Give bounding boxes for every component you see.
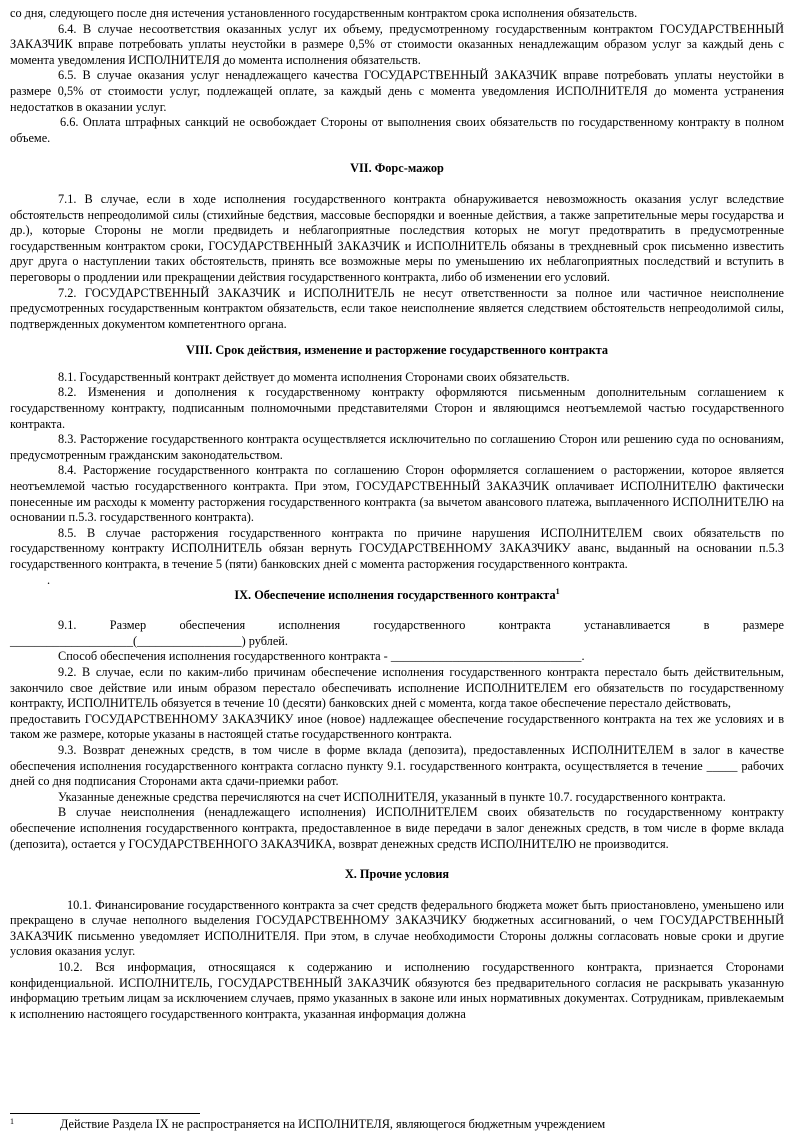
section-9-heading-text: IX. Обеспечение исполнения государственного контракта [234, 587, 556, 602]
paragraph-10-2: 10.2. Вся информация, относящаяся к содержанию и исполнению государственного контракта, признается Сторонами конфиденциальной. ИСПОЛНИТЕЛЬ, ГОСУДАРСТВЕННЫЙ ЗАКАЗЧИК обязуются без предварительного согласия не раскрывать указанную информацию третьим лицам за исключением случаев, прямо указанных в законе или иных нормативных документах. Сотрудникам, привлекаемым к исполнению настоящего государственного контракта, указанная информация должна [10, 960, 784, 1021]
paragraph-9-default: В случае неисполнения (ненадлежащего исполнения) ИСПОЛНИТЕЛЕМ своих обязательств по государственному контракту обеспечение исполнения государственного контракта, предоставленное в виде передачи в залог денежных средств, в том числе в форме вклада (депозита), остается у ГОСУДАРСТВЕННОГО ЗАКАЗЧИКА, возврат денежных средств ИСПОЛНИТЕЛЮ не производится. [10, 805, 784, 851]
paragraph-7-2: 7.2. ГОСУДАРСТВЕННЫЙ ЗАКАЗЧИК и ИСПОЛНИТЕЛЬ не несут ответственности за полное или частичное неисполнение предусмотренных государственным контрактом обязательств, если такое неисполнение является следствием обстоятельств непреодолимой силы, подтвержденных документом компетентного органа. [10, 285, 784, 331]
document-page [10, 6, 784, 1022]
p91-word: государственного [373, 618, 466, 633]
p91-word: контракта [498, 618, 551, 633]
paragraph-9-transfer: Указанные денежные средства перечисляются на счет ИСПОЛНИТЕЛЯ, указанный в пункте 10.7. государственного контракта. [58, 789, 726, 804]
p91-word: исполнения [278, 618, 341, 633]
paragraph-10-1: 10.1. Финансирование государственного контракта за счет средств федерального бюджета может быть приостановлено, уменьшено или прекращено в случае неполного выделения ГОСУДАРСТВЕННОМУ ЗАКАЗЧИКУ бюджетных ассигнований, о чем ГОСУДАРСТВЕННЫЙ ЗАКАЗЧИК письменно уведомляет ИСПОЛНИТЕЛЯ. При этом, в случае необходимости Стороны должны согласовать новые сроки и другие условия оказания услуг. [10, 897, 784, 959]
paragraph-8-5: 8.5. В случае расторжения государственного контракта по причине нарушения ИСПОЛНИТЕЛЕМ своих обязательств по государственному контракту ИСПОЛНИТЕЛЬ обязан вернуть ГОСУДАРСТВЕННОМУ ЗАКАЗЧИКУ аванс, выданный на основании п.5.3 государственного контракта, в течение 5 (пяти) банковских дней с момента расторжения государственного контракта. [10, 525, 784, 571]
footnote-reference: 1 [555, 586, 560, 596]
paragraph-9-1-amount: ____________________(_________________) рублей. [10, 633, 288, 648]
footnote-separator [10, 1113, 200, 1114]
p91-word: 9.1. [58, 618, 77, 633]
paragraph-9-3: 9.3. Возврат денежных средств, в том числе в форме вклада (депозита), предоставленных ИСПОЛНИТЕЛЕМ в залог в качестве обеспечения исполнения государственного контракта согласно пункту 9.1. государственного контракта, осуществляется в течение _____ рабочих дней со дня подписания Сторонами акта сдачи-приемки работ. [10, 742, 784, 789]
paragraph-8-2: 8.2. Изменения и дополнения к государственному контракту оформляются письменным дополнительным соглашением к государственному контракту, подписанным полномочными представителями Сторон и являющимся неотъемлемой частью государственного контракта. [10, 385, 784, 431]
paragraph-8-1: 8.1. Государственный контракт действует до момента исполнения Сторонами своих обязательств. [58, 369, 570, 384]
p91-word: устанавливается [584, 618, 671, 633]
section-7-heading: VII. Форс-мажор [350, 161, 444, 176]
paragraph-8-4: 8.4. Расторжение государственного контракта по соглашению Сторон оформляется соглашением о расторжении, которое является неотъемлемой частью государственного контракта. При этом, ГОСУДАРСТВЕННЫЙ ЗАКАЗЧИК оплачивает ИСПОЛНИТЕЛЮ фактически понесенные им расходы к моменту расторжения государственного контракта (за вычетом авансового платежа, выплаченного ИСПОЛНИТЕЛЮ на основании п.5.3. государственного контракта). [10, 463, 784, 525]
paragraph-7-1: 7.1. В случае, если в ходе исполнения государственного контракта обнаруживается невозможность оказания услуг вследствие обстоятельств непреодолимой силы (стихийные бедствия, массовые беспорядки и военные действия, а также запретительные меры государства и др.), которые Стороны не могли предвидеть и неблагоприятные последствия которых не могут предотвратить в предусмотренные государственным контрактом сроки, ГОСУДАРСТВЕННЫЙ ЗАКАЗЧИК и ИСПОЛНИТЕЛЬ обязаны в трехдневный срок письменно известить друг друга о наступлении таких обстоятельств, принять все возможные меры по уменьшению их неблагоприятных последствий и вступить в переговоры о продлении или прекращении действия государственного контракта, либо об изменении его условий. [10, 191, 784, 284]
paragraph-6-5: 6.5. В случае оказания услуг ненадлежащего качества ГОСУДАРСТВЕННЫЙ ЗАКАЗЧИК вправе потребовать уплаты неустойки в размере 0,5% от стоимости услуг, подлежащей оплате, за каждый день с момента уведомления ИСПОЛНИТЕЛЯ до момента устранения недостатков в оказании услуг. [10, 68, 784, 114]
section-10-heading: X. Прочие условия [344, 867, 450, 882]
p91-word: в [703, 618, 710, 633]
paragraph-8-3: 8.3. Расторжение государственного контракта осуществляется исключительно по соглашению Сторон или решению суда по основаниям, предусмотренным гражданским законодательством. [10, 432, 784, 462]
footnote-mark: 1 [10, 1117, 14, 1126]
paragraph-9-1-method: Способ обеспечения исполнения государственного контракта - _______________________________. [58, 649, 585, 664]
p91-word: размере [742, 618, 784, 633]
section-9-heading [10, 588, 784, 604]
footnote-text: Действие Раздела IX не распространяется на ИСПОЛНИТЕЛЯ, являющегося бюджетным учреждением [60, 1117, 606, 1131]
paragraph-9-2: 9.2. В случае, если по каким-либо причинам обеспечение исполнения государственного контракта перестало быть действительным, закончило свое действие или иным образом перестало обеспечивать исполнение ИСПОЛНИТЕЛЕМ его обязательств по государственному контракту, ИСПОЛНИТЕЛЬ обязуется в течение 10 (десяти) банковских дней с момента, когда такое обеспечение перестало действовать, [10, 664, 784, 711]
paragraph-6-6: 6.6. Оплата штрафных санкций не освобождает Стороны от выполнения своих обязательств по государственному контракту в полном объеме. [10, 115, 784, 145]
stray-dot: . [47, 572, 51, 587]
paragraph-9-2-continuation: предоставить ГОСУДАРСТВЕННОМУ ЗАКАЗЧИКУ иное (новое) надлежащее обеспечение государственного контракта на тех же условиях и в таком же размере, которые указаны в настоящей статье государственного контракта. [10, 711, 784, 742]
paragraph-6-3-continuation: со дня, следующего после дня истечения установленного государственным контрактом срока исполнения обязательств. [10, 6, 638, 20]
section-8-heading: VIII. Срок действия, изменение и расторжение государственного контракта [186, 343, 608, 358]
p91-word: Размер [109, 618, 147, 633]
paragraph-9-1 [10, 618, 784, 634]
paragraph-6-4: 6.4. В случае несоответствия оказанных услуг их объему, предусмотренному государственным контрактом ГОСУДАРСТВЕННЫЙ ЗАКАЗЧИК вправе потребовать уплаты неустойки в размере 0,5% от стоимости оказанных ненадлежащим образом услуг за каждый день с момента уведомления ИСПОЛНИТЕЛЯ до момента исполнения обязательств. [10, 21, 784, 67]
p91-word: обеспечения [179, 618, 246, 633]
